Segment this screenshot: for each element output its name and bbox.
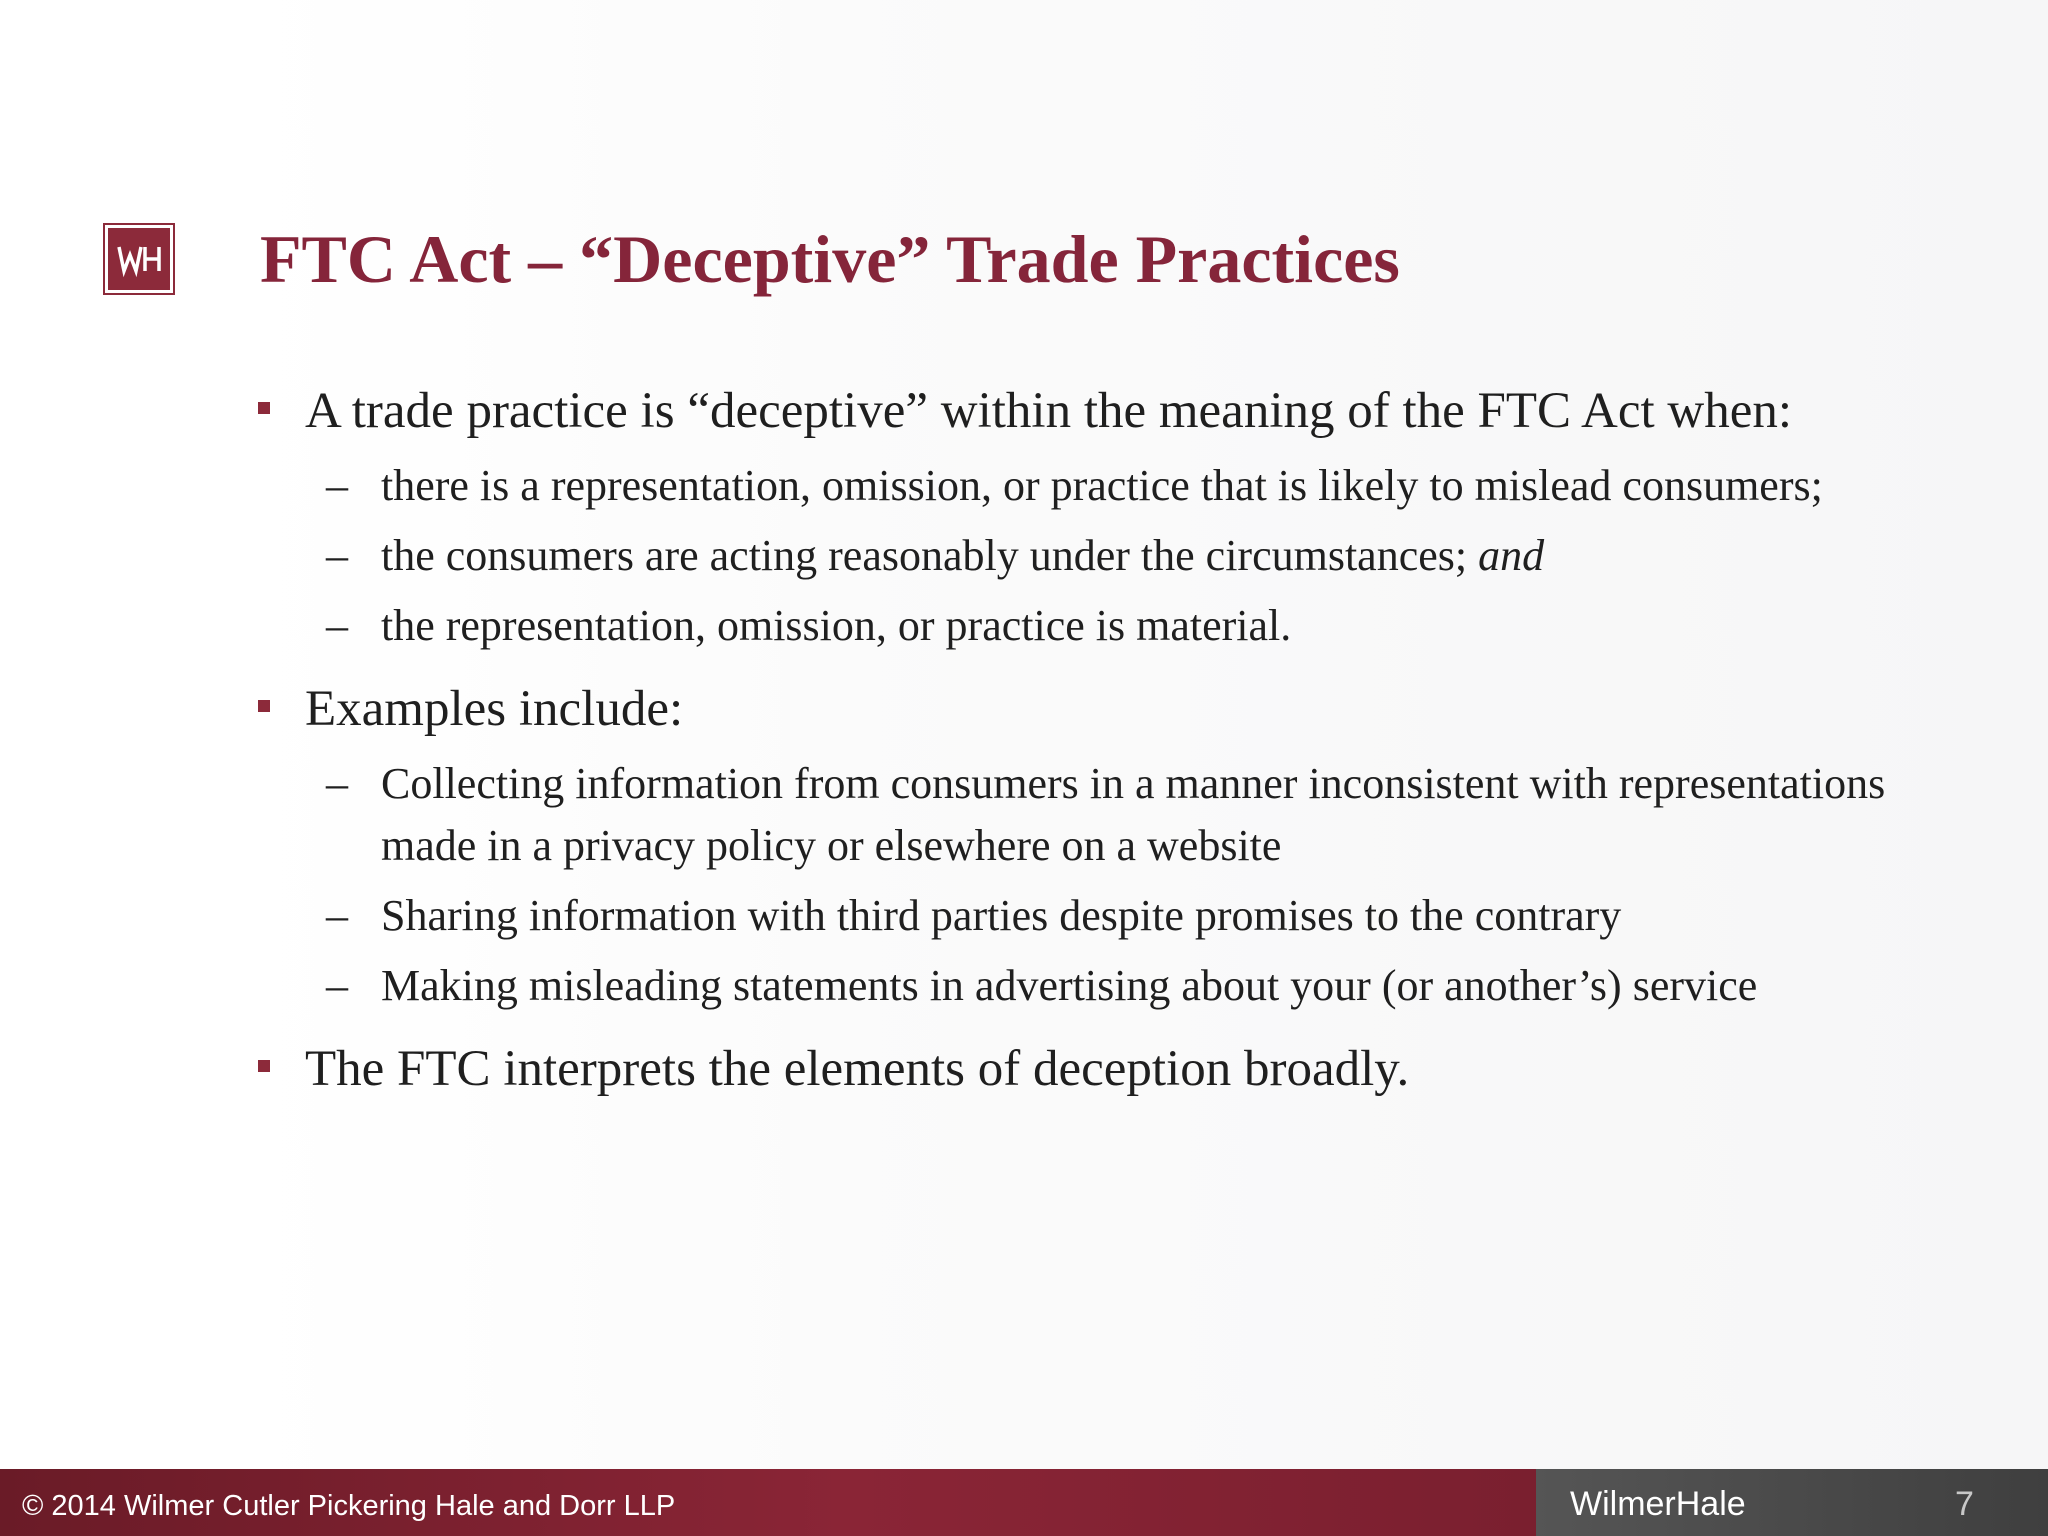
sub-bullet-emphasis: and xyxy=(1478,531,1545,580)
bullet-text: A trade practice is “deceptive” within the meaning of the FTC Act when: xyxy=(305,383,1793,439)
wilmerhale-logo xyxy=(103,223,175,295)
sub-bullet-text: Collecting information from consumers in a manner inconsistent with representations made in a privacy policy or elsewhere on a website xyxy=(381,759,1886,870)
sub-bullet-text: there is a representation, omission, or practice that is likely to mislead consumers; xyxy=(381,461,1823,510)
square-bullet-icon xyxy=(258,402,270,414)
dash-bullet-icon: – xyxy=(326,891,348,940)
brand-name: WilmerHale xyxy=(1570,1485,1746,1523)
copyright-notice: © 2014 Wilmer Cutler Pickering Hale and Dorr LLP xyxy=(22,1490,676,1522)
dash-bullet-icon: – xyxy=(326,531,348,580)
bullet-text: The FTC interprets the elements of deception broadly. xyxy=(305,1041,1410,1097)
bullet-item xyxy=(250,673,1950,745)
square-bullet-icon xyxy=(258,1060,270,1072)
sub-bullet-item xyxy=(250,595,1950,657)
dash-bullet-icon: – xyxy=(326,961,348,1010)
slide-title: FTC Act – “Deceptive” Trade Practices xyxy=(260,221,1400,297)
sub-bullet-item xyxy=(250,955,1950,1017)
slide-content xyxy=(250,375,1950,1105)
sub-bullet-item xyxy=(250,525,1950,587)
dash-bullet-icon: – xyxy=(326,601,348,650)
sub-bullet-text: Making misleading statements in advertising about your (or another’s) service xyxy=(381,961,1758,1010)
dash-bullet-icon: – xyxy=(326,461,348,510)
sub-bullet-text: Sharing information with third parties despite promises to the contrary xyxy=(381,891,1622,940)
bullet-text: Examples include: xyxy=(305,681,684,737)
sub-bullet-item xyxy=(250,885,1950,947)
wh-logo-mark-icon xyxy=(105,225,173,293)
sub-bullet-item xyxy=(250,753,1950,877)
sub-bullet-item xyxy=(250,455,1950,517)
sub-bullet-text: the consumers are acting reasonably under the circumstances; xyxy=(381,531,1479,580)
square-bullet-icon xyxy=(258,700,270,712)
footer-bar xyxy=(0,1469,2048,1536)
bullet-item xyxy=(250,375,1950,447)
page-number: 7 xyxy=(1955,1485,1974,1523)
dash-bullet-icon: – xyxy=(326,759,348,808)
bullet-item xyxy=(250,1033,1950,1105)
sub-bullet-text: the representation, omission, or practice is material. xyxy=(381,601,1292,650)
